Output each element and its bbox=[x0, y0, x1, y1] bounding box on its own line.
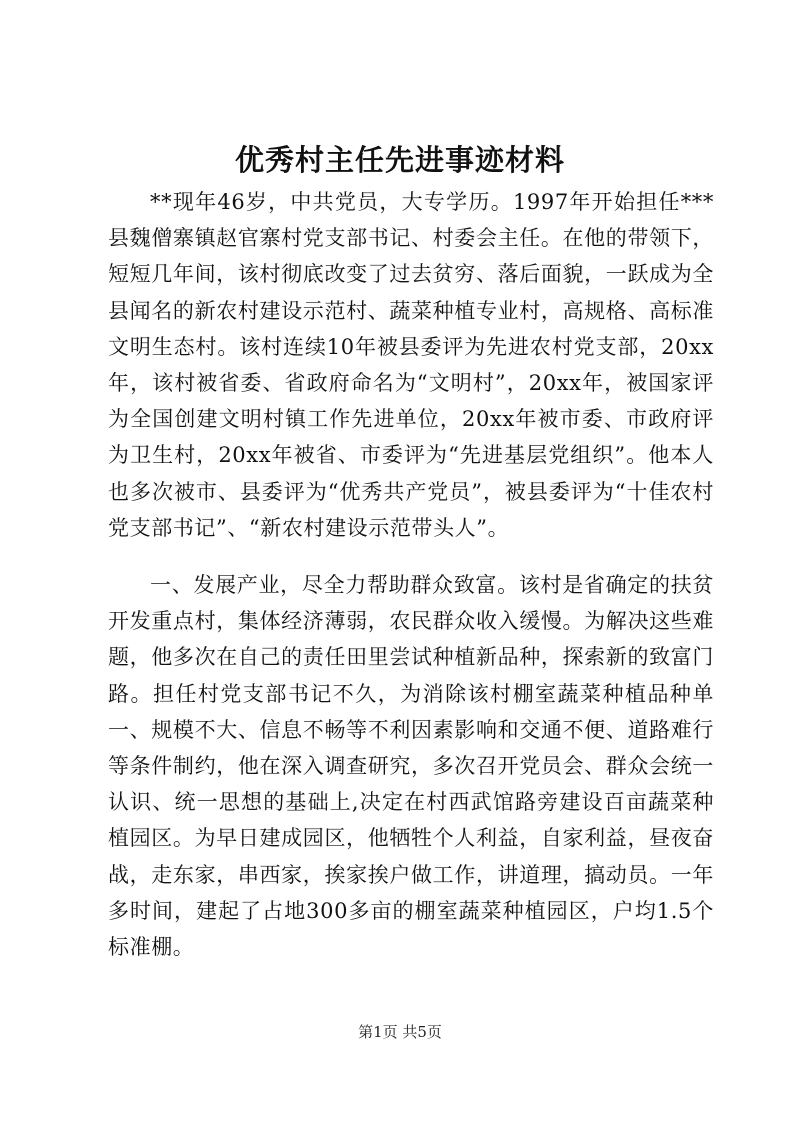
body-paragraph-1: **现年46岁，中共党员，大专学历。1997年开始担任***县魏僧寨镇赵官寨村党支部书记、村委会主任。在他的带领下，短短几年间，该村彻底改变了过去贫穷、落后面貌，一跃成为全县闻名的新农村建设示范村、蔬菜种植专业村，高规格、高标准文明生态村。该村连续10年被县委评为先进农村党支部，20xx年，该村被省委、省政府命名为“文明村”，20xx年，被国家评为全国创建文明村镇工作先进单位，20xx年被市委、市政府评为卫生村，20xx年被省、市委评为“先进基层党组织”。他本人也多次被市、县委评为“优秀共产党员”，被县委评为“十佳农村党支部书记”、“新农村建设示范带头人”。 bbox=[108, 190, 714, 540]
document-title: 优秀村主任先进事迹材料 bbox=[234, 143, 565, 177]
body-paragraph-2: 一、发展产业，尽全力帮助群众致富。该村是省确定的扶贫开发重点村，集体经济薄弱，农民群众收入缓慢。为解决这些难题，他多次在自己的责任田里尝试种植新品种，探索新的致富门路。担任村党支部书记不久，为消除该村棚室蔬菜种植品种单一、规模不大、信息不畅等不利因素影响和交通不便、道路难行等条件制约，他在深入调查研究，多次召开党员会、群众会统一认识、统一思想的基础上,决定在村西武馆路旁建设百亩蔬菜种植园区。为早日建成园区，他牺牲个人利益，自家利益，昼夜奋战，走东家，串西家，挨家挨户做工作，讲道理，搞动员。一年多时间，建起了占地300多亩的棚室蔬菜种植园区，户均1.5个标准棚。 bbox=[108, 573, 714, 960]
page-number-footer: 第1页 共5页 bbox=[358, 1023, 442, 1041]
